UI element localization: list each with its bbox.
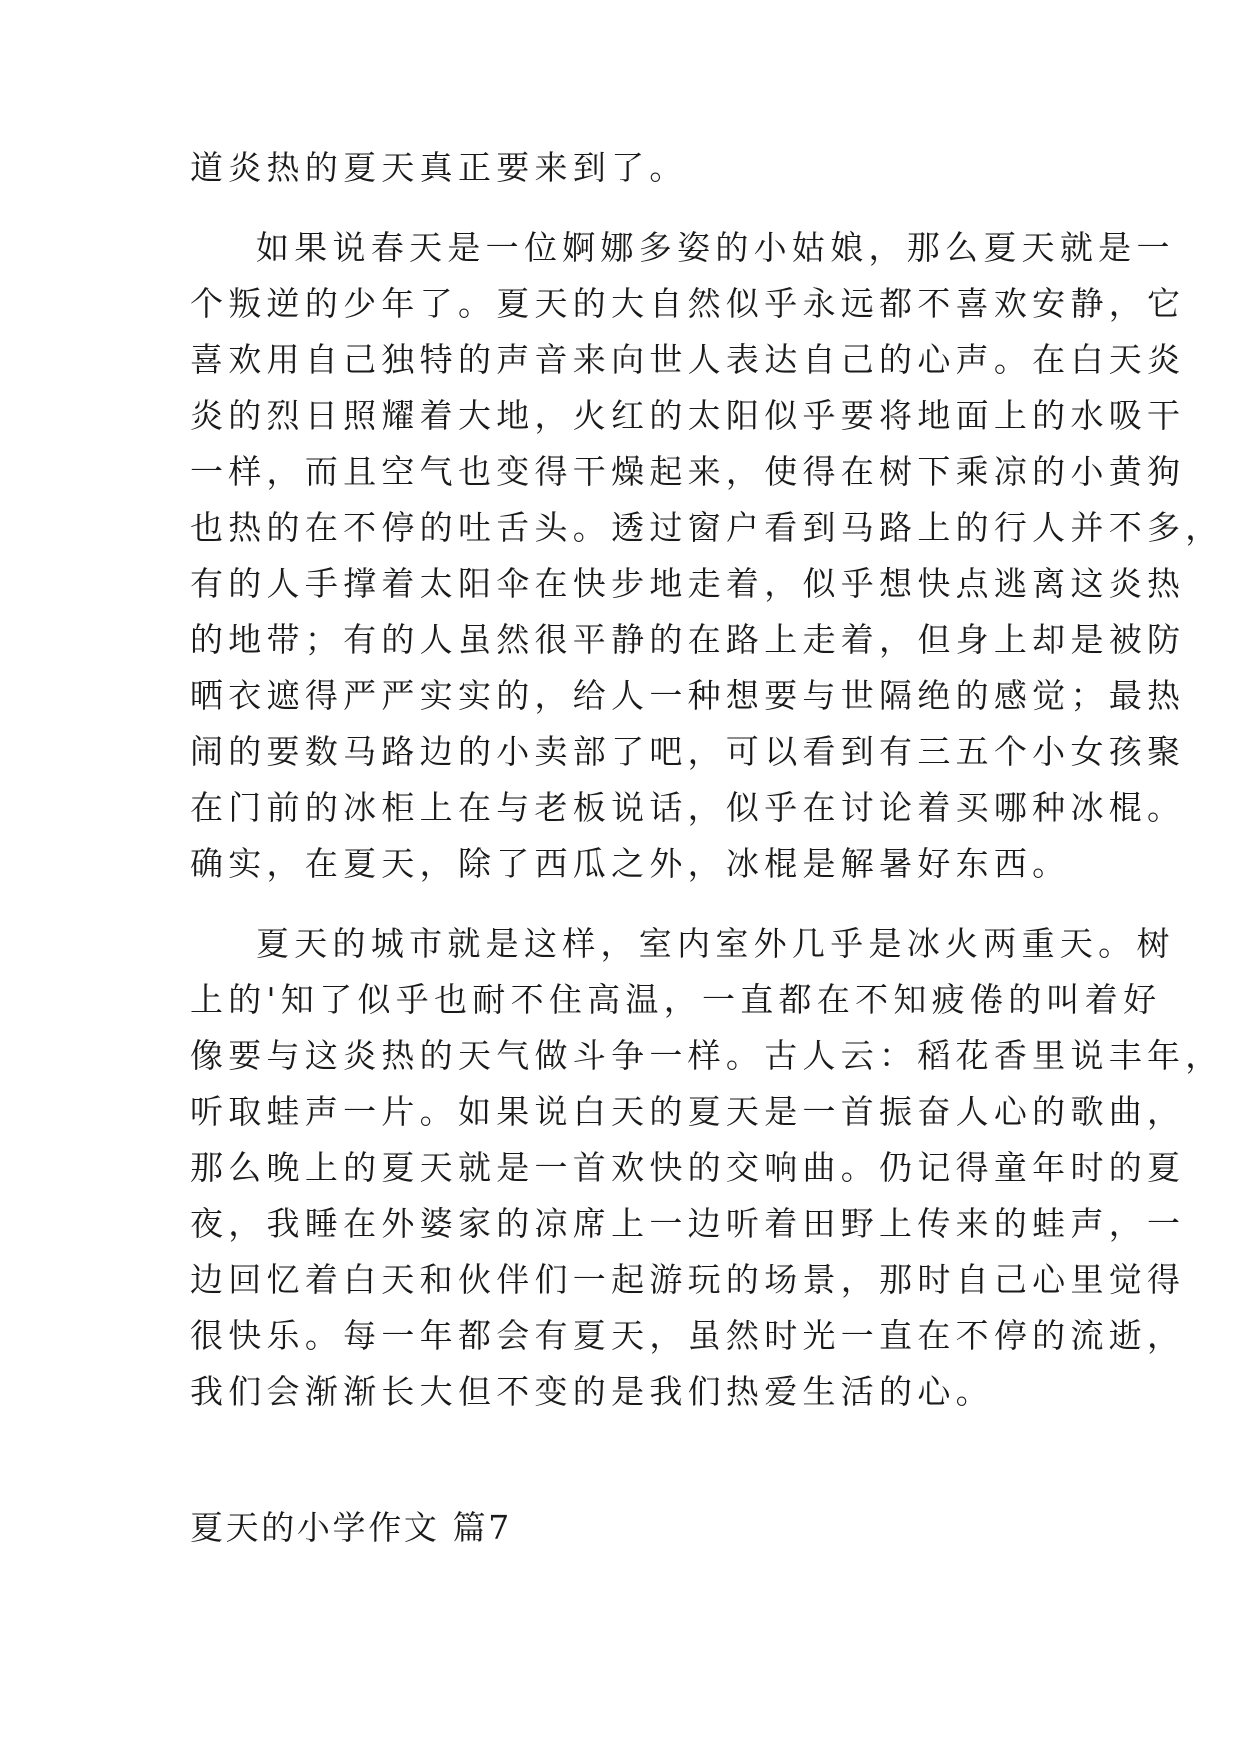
text-line: 个叛逆的少年了。夏天的大自然似乎永远都不喜欢安静，它 <box>190 284 1186 323</box>
text-line: 像要与这炎热的天气做斗争一样。古人云：稻花香里说丰年， <box>190 1036 1224 1075</box>
text-line: 夜，我睡在外婆家的凉席上一边听着田野上传来的蛙声，一 <box>190 1204 1186 1243</box>
section-title: 夏天的小学作文 篇7 <box>190 1508 512 1547</box>
text-line: 确实，在夏天，除了西瓜之外，冰棍是解暑好东西。 <box>190 844 1071 883</box>
text-line: 炎的烈日照耀着大地，火红的太阳似乎要将地面上的水吸干 <box>190 396 1186 435</box>
text-line: 有的人手撑着太阳伞在快步地走着，似乎想快点逃离这炎热 <box>190 564 1186 603</box>
text-line: 喜欢用自己独特的声音来向世人表达自己的心声。在白天炎 <box>190 340 1186 379</box>
text-line: 上的'知了似乎也耐不住高温，一直都在不知疲倦的叫着好 <box>190 980 1162 1019</box>
text-line: 晒衣遮得严严实实的，给人一种想要与世隔绝的感觉；最热 <box>190 676 1186 715</box>
paragraph-first-line: 夏天的城市就是这样，室内室外几乎是冰火两重天。树 <box>256 924 1175 963</box>
text-line: 道炎热的夏天真正要来到了。 <box>190 148 688 187</box>
text-line: 一样，而且空气也变得干燥起来，使得在树下乘凉的小黄狗 <box>190 452 1186 491</box>
text-line: 也热的在不停的吐舌头。透过窗户看到马路上的行人并不多， <box>190 508 1224 547</box>
text-line: 在门前的冰柜上在与老板说话，似乎在讨论着买哪种冰棍。 <box>190 788 1186 827</box>
text-line: 边回忆着白天和伙伴们一起游玩的场景，那时自己心里觉得 <box>190 1260 1186 1299</box>
text-line: 听取蛙声一片。如果说白天的夏天是一首振奋人心的歌曲， <box>190 1092 1186 1131</box>
text-line: 闹的要数马路边的小卖部了吧，可以看到有三五个小女孩聚 <box>190 732 1186 771</box>
text-line: 的地带；有的人虽然很平静的在路上走着，但身上却是被防 <box>190 620 1186 659</box>
text-line: 很快乐。每一年都会有夏天，虽然时光一直在不停的流逝， <box>190 1316 1186 1355</box>
paragraph-first-line: 如果说春天是一位婀娜多姿的小姑娘，那么夏天就是一 <box>256 228 1175 267</box>
text-line: 那么晚上的夏天就是一首欢快的交响曲。仍记得童年时的夏 <box>190 1148 1186 1187</box>
text-line: 我们会渐渐长大但不变的是我们热爱生活的心。 <box>190 1372 994 1411</box>
